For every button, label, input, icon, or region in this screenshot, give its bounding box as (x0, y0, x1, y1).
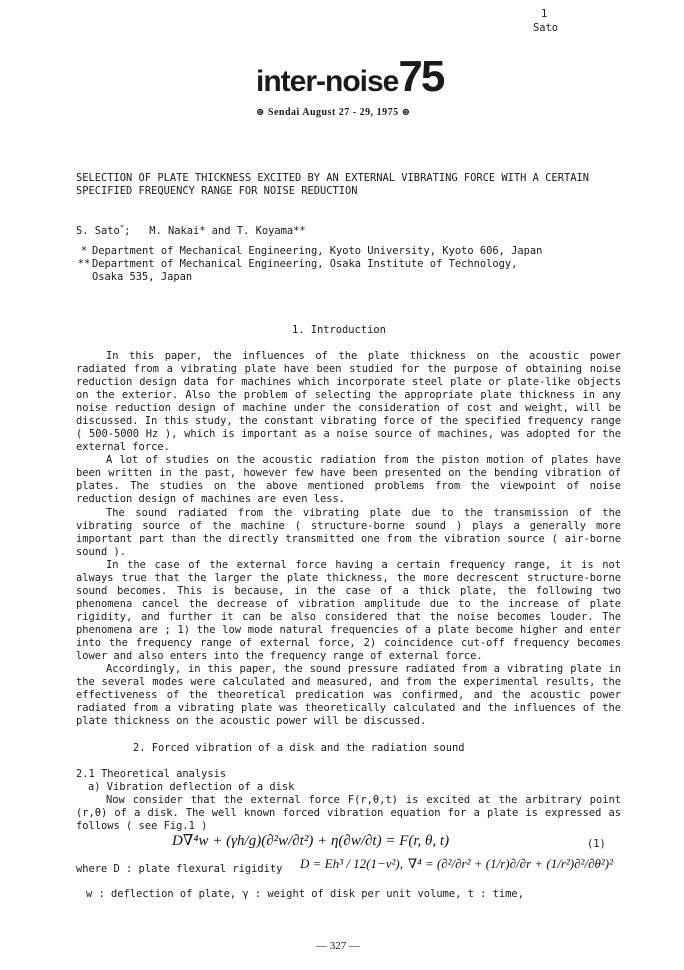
author-sato: S. Sato (76, 225, 120, 237)
intro-paragraph-4: In the case of the external force having a certain frequency range, it is not always true that the larger the plate thickness, the more decrescent structure-borne sound becomes. This is because, in the case of a thick plate, the following two phenomena cancel the decrease of vibration amplitude due to the increase of plate rigidity, and further it can be also considered that the noise becomes louder. The phenomena are ; 1) the low mode natural frequencies of a plate become higher and enter into the frequency range of external force, 2) coincidence cut-off frequency becomes lower and also enters into the frequency range of external force. (76, 559, 621, 662)
symbol-definitions: w : deflection of plate, γ : weight of disk per unit volume, t : time, (86, 888, 524, 900)
flexural-rigidity-formula: D = Eh³ / 12(1−ν²), (300, 856, 403, 871)
intro-paragraph-1: In this paper, the influences of the plate thickness on the acoustic power radiated from a vibrating plate have been studied for the purpose of obtaining noise reduction design data for machines which incorporate steel plate or plate-like objects on the exterior. Also the problem of selecting the appropriate plate thickness in any noise reduction design of machine under the consideration of cost and weight, will be discussed. In this study, the constant vibrating force of the specified frequency range ( 500-5000 Hz ), which is important as a noise source of machines, was adopted for the external force. (76, 350, 621, 453)
section-2-paragraph-1: Now consider that the external force F(r,θ,t) is excited at the arbitrary point (r,θ) of a disk. The well known forced vibration equation for a plate is expressed as follows ( see Fig.1 ) (76, 794, 621, 832)
logo-year: 75 (398, 52, 444, 101)
equation-number: (1) (587, 838, 606, 850)
affiliation-2-text: Department of Mechanical Engineering, Osaka Institute of Technology, (92, 258, 518, 270)
author-tag: Sato (533, 22, 559, 34)
affiliation-2 (76, 258, 542, 271)
author-nakai: M. Nakai* (149, 225, 206, 237)
subsubsection-heading: a) Vibration deflection of a disk (88, 781, 295, 793)
author-list: S. Sato*; M. Nakai* and T. Koyama** (76, 222, 306, 237)
conference-info (256, 106, 411, 119)
affiliations (76, 245, 542, 284)
title-line-2: SPECIFIED FREQUENCY RANGE FOR NOISE REDUCTION (76, 185, 358, 197)
conference-symbol-left: ⊛ (256, 107, 265, 118)
conference-symbol-right: ⊛ (401, 107, 411, 118)
affiliation-1-text: Department of Mechanical Engineering, Kyoto University, Kyoto 606, Japan (92, 245, 543, 257)
title-line-1: SELECTION OF PLATE THICKNESS EXCITED BY AN EXTERNAL VIBRATING FORCE WITH A CERTAIN (76, 172, 589, 184)
laplacian-operator-formula: ∇⁴ = (∂²/∂r² + (1/r)∂/∂r + (1/r²)∂²/∂θ²)² (408, 856, 613, 871)
intro-paragraph-5: Accordingly, in this paper, the sound pressure radiated from a vibrating plate in the several modes were calculated and measured, and from the experimental results, the effectiveness of the theoretical predication was confirmed, and the acoustic power radiated from a vibrating plate was theoretically calculated and the influences of the plate thickness on the acoustic power will be discussed. (76, 663, 621, 727)
logo-brand: inter-noise (256, 65, 399, 98)
author-conjunction: and (211, 225, 231, 237)
affiliation-2-mark: ** (77, 258, 91, 270)
vibration-equation: D∇⁴w + (γh/g)(∂²w/∂t²) + η(∂w/∂t) = F(r, θ, t) (172, 833, 450, 849)
where-clause: where D : plate flexural rigidity (76, 863, 283, 875)
author-koyama: T. Koyama** (236, 225, 306, 237)
section-2-heading: 2. Forced vibration of a disk and the radiation sound (133, 742, 465, 754)
intro-paragraph-3: The sound radiated from the vibrating plate due to the transmission of the vibrating source of the machine ( structure-borne sound ) plays a generally more important part than the directly transmitted one from the vibration source ( air-borne sound ). (76, 507, 621, 558)
author-sato-mark: * (119, 222, 125, 232)
conference-text: Sendai August 27 - 29, 1975 (267, 107, 399, 118)
inter-noise-logo (256, 52, 444, 101)
affiliation-1 (76, 245, 542, 258)
intro-paragraph-2: A lot of studies on the acoustic radiation from the piston motion of plates have been written in the past, however few have been presented on the bending vibration of plates. The studies on the above mentioned problems from the viewpoint of noise reduction design of machines are even less. (76, 454, 621, 505)
footer-page-number: — 327 — (316, 940, 360, 952)
subsection-heading: 2.1 Theoretical analysis (76, 768, 227, 780)
paper-title (76, 172, 589, 198)
affiliation-1-mark: * (80, 245, 88, 257)
affiliation-2-continued: Osaka 535, Japan (92, 271, 193, 283)
section-1-heading: 1. Introduction (292, 324, 386, 336)
page-number: 1 (541, 8, 548, 20)
